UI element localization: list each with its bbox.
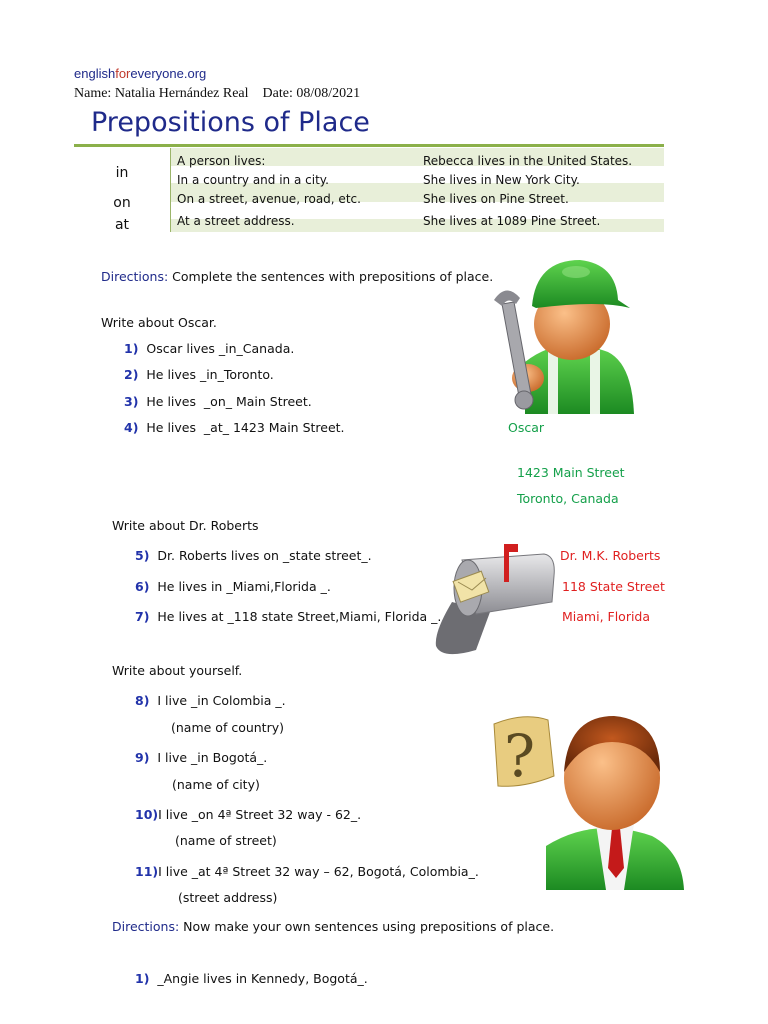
hint-text: (name of city): [172, 777, 260, 792]
prep-on: on: [113, 195, 131, 211]
rule-at: At a street address.: [177, 214, 295, 228]
hint-text: (street address): [178, 890, 278, 905]
list-item: 7) He lives at _118 state Street,Miami, Florida _.: [135, 609, 442, 624]
example-in-1: Rebecca lives in the United States.: [423, 154, 633, 168]
oscar-heading: Write about Oscar.: [101, 315, 217, 330]
name-date-line: Name: Natalia Hernández Real Date: 08/08/2021: [74, 86, 361, 101]
site-name-part3: everyone.org: [130, 66, 207, 81]
directions-1-text: Complete the sentences with prepositions of place.: [168, 269, 494, 284]
example-on: She lives on Pine Street.: [423, 192, 569, 206]
roberts-caption-city: Miami, Florida: [562, 609, 651, 624]
title-rule: [74, 144, 664, 147]
directions-2: [112, 919, 554, 934]
directions-1-label: Directions:: [101, 269, 169, 284]
example-in-2: She lives in New York City.: [423, 173, 580, 187]
oscar-caption-city: Toronto, Canada: [517, 491, 619, 506]
oscar-caption-name: Oscar: [508, 420, 545, 435]
list-item: 8) I live _in Colombia _.: [135, 693, 286, 708]
example-at: She lives at 1089 Pine Street.: [423, 214, 601, 228]
site-name-part1: english: [74, 66, 116, 81]
prep-in: in: [115, 165, 129, 181]
directions-2-label: Directions:: [112, 919, 180, 934]
yourself-heading: Write about yourself.: [112, 663, 243, 678]
mechanic-icon: [480, 242, 640, 414]
roberts-caption-name: Dr. M.K. Roberts: [560, 548, 661, 563]
page-title: Prepositions of Place: [91, 107, 370, 138]
oscar-caption-street: 1423 Main Street: [517, 465, 625, 480]
site-name: [74, 66, 206, 81]
directions-2-text: Now make your own sentences using prepositions of place.: [179, 919, 555, 934]
hint-text: (name of country): [171, 720, 285, 735]
roberts-heading: Write about Dr. Roberts: [112, 518, 259, 533]
reference-table: [74, 148, 664, 232]
prep-at: at: [114, 217, 130, 233]
list-item: 9) I live _in Bogotá_.: [135, 750, 268, 765]
rule-on: On a street, avenue, road, etc.: [177, 192, 361, 206]
list-item: 1) Oscar lives _in_Canada.: [124, 341, 295, 356]
site-name-part2: for: [115, 66, 131, 81]
roberts-caption-street: 118 State Street: [562, 579, 665, 594]
mailbox-icon: [432, 542, 558, 660]
list-item: 10)I live _on 4ª Street 32 way - 62_.: [135, 807, 362, 822]
list-item: 5) Dr. Roberts lives on _state street_.: [135, 548, 372, 563]
list-item: 3) He lives _on_ Main Street.: [124, 394, 312, 409]
list-item: 4) He lives _at_ 1423 Main Street.: [124, 420, 345, 435]
list-item: 1) _Angie lives in Kennedy, Bogotá_.: [135, 971, 368, 986]
question-person-icon: [484, 712, 692, 890]
list-item: 2) He lives _in_Toronto.: [124, 367, 274, 382]
hint-text: (name of street): [175, 833, 277, 848]
svg-text:?: ?: [504, 722, 536, 790]
rule-in-1: A person lives:: [177, 154, 266, 168]
directions-1: [101, 269, 493, 284]
list-item: 6) He lives in _Miami,Florida _.: [135, 579, 331, 594]
list-item: 11)I live _at 4ª Street 32 way – 62, Bogotá, Colombia_.: [135, 864, 479, 879]
rule-in-2: In a country and in a city.: [177, 173, 329, 187]
